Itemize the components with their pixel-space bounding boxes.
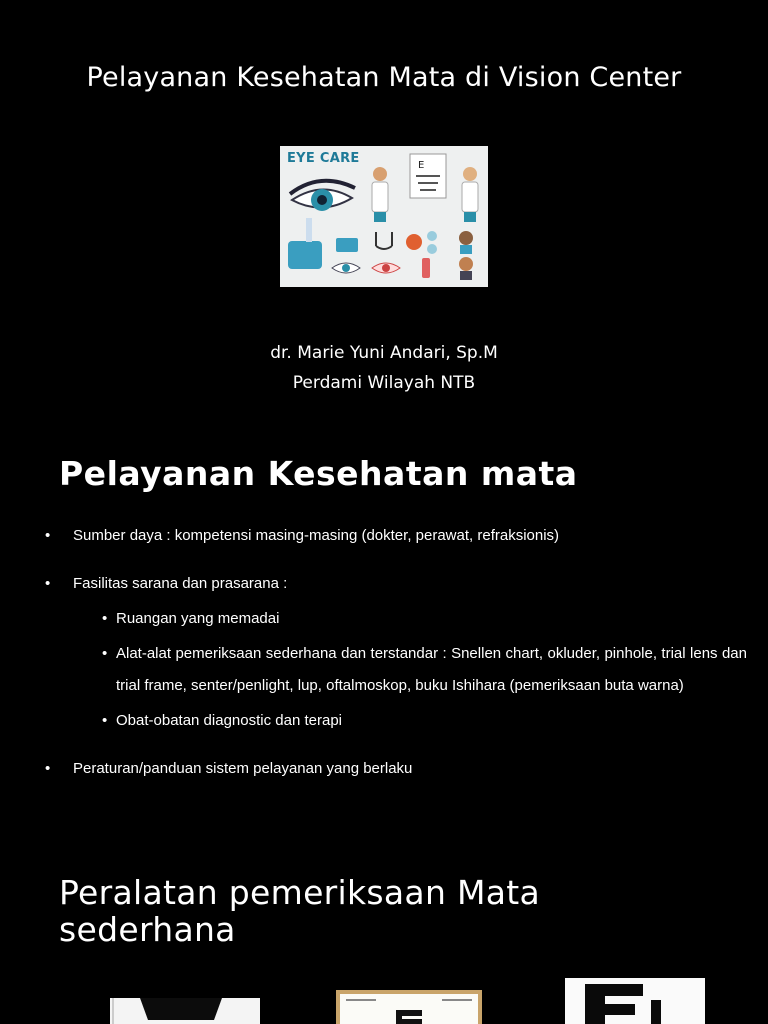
list-item bbox=[59, 753, 747, 785]
author-organization: Perdami Wilayah NTB bbox=[292, 373, 476, 393]
sub-bullet-text: • Ruangan yang memadai bbox=[116, 610, 280, 627]
sub-bullet-text: • Alat-alat pemeriksaan sederhana dan terstandar : Snellen chart, okluder, pinhole, trial lens dan trial frame, senter/penlight, lup, oftalmoskop, buku Ishihara (pemeriksaan buta warna) bbox=[116, 645, 747, 694]
list-item bbox=[59, 568, 747, 737]
e-chart-icon bbox=[565, 978, 705, 1024]
sub-bullet-list bbox=[73, 603, 747, 737]
bullet-text: • Peraturan/panduan sistem pelayanan yang berlaku bbox=[73, 760, 413, 777]
occluder-image bbox=[110, 998, 260, 1024]
section-heading: Pelayanan Kesehatan mata bbox=[59, 454, 578, 493]
hero-label: EYE CARE bbox=[287, 151, 360, 166]
bullet-text: • Sumber daya : kompetensi masing-masing (dokter, perawat, refraksionis) bbox=[73, 527, 560, 544]
bullet-list bbox=[59, 520, 747, 801]
snellen-chart-icon bbox=[336, 990, 482, 1024]
list-item bbox=[102, 705, 747, 737]
eye-care-icon bbox=[280, 146, 488, 287]
occluder-icon bbox=[110, 998, 260, 1024]
bullet-text: • Fasilitas sarana dan prasarana : bbox=[73, 575, 288, 592]
sub-bullet-text: • Obat-obatan diagnostic dan terapi bbox=[116, 712, 342, 729]
snellen-chart-image bbox=[336, 990, 482, 1024]
e-chart-image bbox=[565, 978, 705, 1024]
svg-text:E: E bbox=[418, 160, 425, 171]
list-item bbox=[59, 520, 747, 552]
section-heading-equipment: Peralatan pemeriksaan Mata sederhana bbox=[59, 873, 541, 949]
eye-care-illustration bbox=[280, 146, 488, 287]
slide-title: Pelayanan Kesehatan Mata di Vision Center bbox=[86, 62, 682, 93]
author-name: dr. Marie Yuni Andari, Sp.M bbox=[270, 343, 498, 363]
list-item bbox=[102, 638, 747, 702]
list-item bbox=[102, 603, 747, 635]
author-block bbox=[0, 338, 768, 398]
